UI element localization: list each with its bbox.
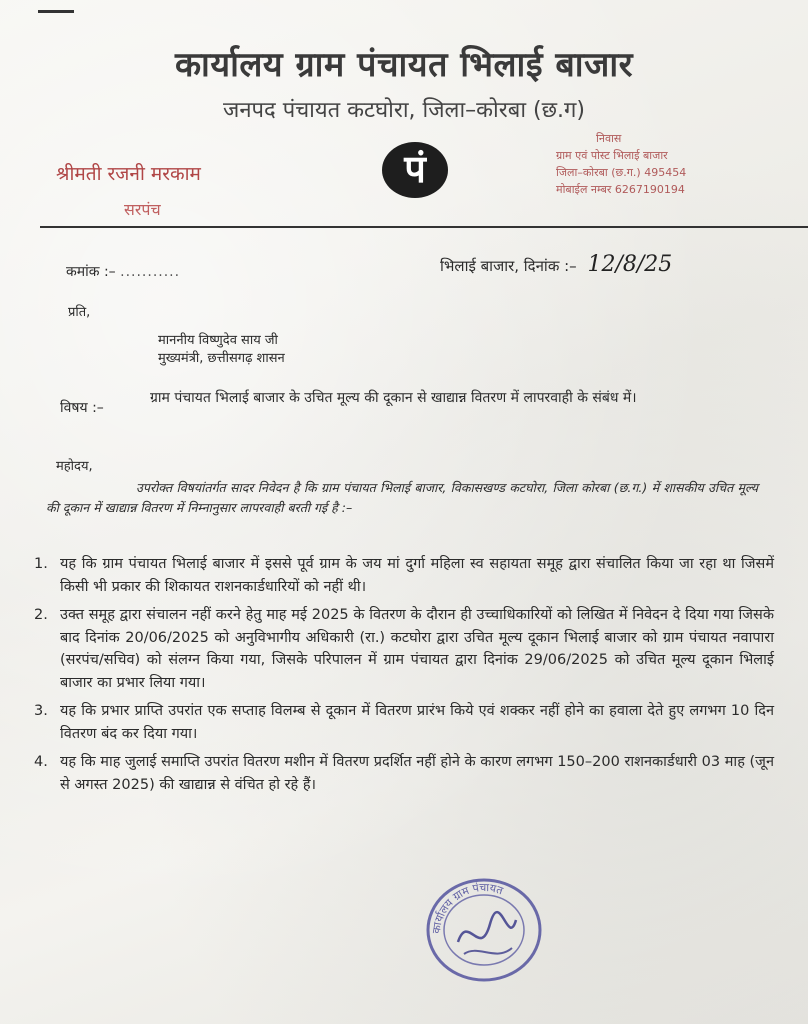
subject-text: ग्राम पंचायत भिलाई बाजार के उचित मूल्य की दूकान से खाद्यान्न वितरण में लापरवाही के संबंध में।	[150, 390, 637, 406]
address-line: निवास	[596, 132, 622, 145]
address-line: जिला–कोरबा (छ.ग.) 495454	[556, 166, 687, 179]
recipient-designation: मुख्यमंत्री, छत्तीसगढ़ शासन	[158, 351, 285, 366]
date-line	[440, 252, 672, 277]
point-text: यह कि माह जुलाई समाप्ति उपरांत वितरण मशीन में वितरण प्रदर्शित नहीं होने के कारण लगभग 150–200 राशनकार्डधारी 03 माह (जून से अगस्त 2025) की खाद्यान्न से वंचित हो रहे हैं।	[60, 754, 774, 793]
point-text: यह कि प्रभार प्राप्ति उपरांत एक सप्ताह विलम्ब से दूकान में वितरण प्रारंभ किये एवं शक्कर नहीं होने का हवाला देते हुए लगभग 10 दिन वितरण बंद कर दिया गया।	[60, 703, 774, 742]
list-item	[34, 751, 774, 796]
panchayat-logo-icon: पं	[382, 142, 448, 198]
header-divider	[40, 226, 808, 228]
to-label: प्रति,	[68, 305, 91, 320]
office-seal-stamp	[418, 872, 548, 984]
svg-text:कार्यालय ग्राम पंचायत	[430, 881, 506, 934]
address-line: ग्राम एवं पोस्ट भिलाई बाजार	[556, 149, 668, 162]
sarpanch-name: श्रीमती रजनी मरकाम	[56, 163, 201, 185]
point-number: 4.	[34, 754, 48, 770]
recipient-name: माननीय विष्णुदेव साय जी	[158, 333, 278, 348]
salutation: महोदय,	[56, 459, 93, 474]
handwritten-date: 12/8/25	[587, 252, 673, 277]
reference-label: कमांक :–	[66, 264, 116, 280]
address-block	[556, 130, 686, 198]
subject-label: विषय :–	[60, 400, 104, 416]
point-text: उक्त समूह द्वारा संचालन नहीं करने हेतु माह मई 2025 के वितरण के दौरान ही उच्चाधिकारियों को लिखित में निवेदन दे दिया गया जिसके बाद दिनांक 20/06/2025 को अनुविभागीय अधिकारी (रा.) कटघोरा द्वारा उचित मूल्य दूकान भिलाई बाजार को ग्राम पंचायत नवापारा (सरपंच/सचिव) को संलग्न किया गया, जिसके परिपालन में ग्राम पंचायत द्वारा दिनांक 29/06/2025 को उचित मूल्य दूकान भिलाई बाजार का प्रभार लिया गया।	[60, 607, 774, 691]
list-item	[34, 553, 774, 598]
address-line: मोबाईल नम्बर 6267190194	[556, 183, 685, 196]
list-item	[34, 604, 774, 694]
corner-mark	[38, 10, 74, 13]
point-number: 2.	[34, 607, 48, 623]
point-text: यह कि ग्राम पंचायत भिलाई बाजार में इससे पूर्व ग्राम के जय मां दुर्गा महिला स्व सहायता समूह द्वारा संचालित किया जा रहा था जिसमें किसी भी प्रकार की शिकायत राशनकार्डधारियों को नहीं थी।	[60, 556, 774, 595]
list-item	[34, 700, 774, 745]
point-number: 1.	[34, 556, 48, 572]
reference-dots: ...........	[120, 264, 181, 280]
letterhead-title: कार्यालय ग्राम पंचायत भिलाई बाजार	[174, 45, 634, 85]
complaint-points	[34, 553, 774, 802]
sarpanch-role: सरपंच	[124, 200, 161, 219]
seal-text: कार्यालय ग्राम पंचायत	[429, 881, 505, 935]
intro-paragraph: उपरोक्त विषयांतर्गत सादर निवेदन है कि ग्राम पंचायत भिलाई बाजार, विकासखण्ड कटघोरा, जिला कोरबा (छ.ग.) में शासकीय उचित मूल्य की दूकान में खाद्यान्न वितरण में निम्नानुसार लापरवाही बरती गई है :–	[46, 480, 758, 515]
date-label: भिलाई बाजार, दिनांक :–	[440, 257, 577, 275]
letterhead-subtitle: जनपद पंचायत कटघोरा, जिला–कोरबा (छ.ग)	[223, 98, 585, 123]
point-number: 3.	[34, 703, 48, 719]
reference-number	[66, 262, 180, 281]
